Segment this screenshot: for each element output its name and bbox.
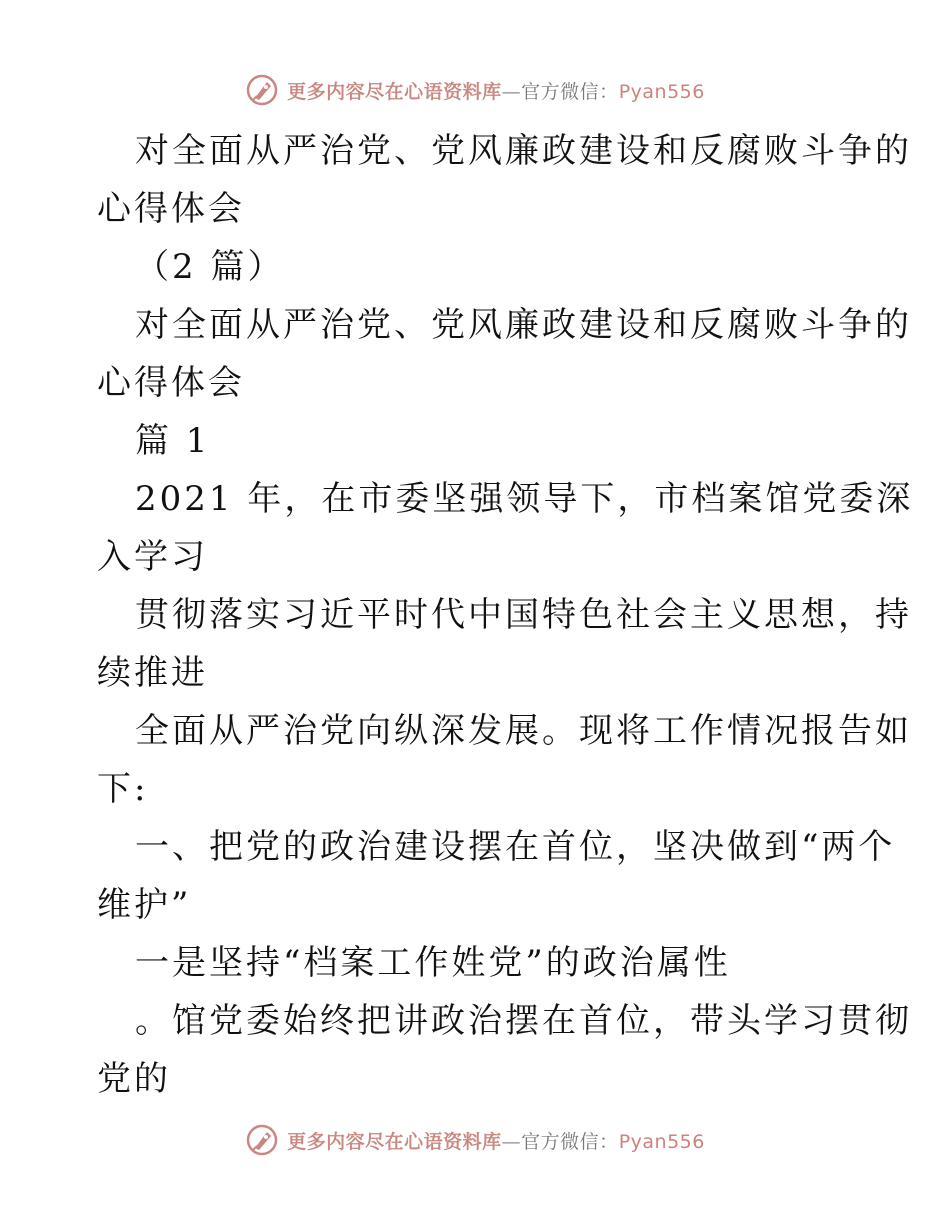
document-body	[97, 122, 914, 1108]
header-watermark-banner	[0, 70, 950, 110]
pen-nib-logo-icon	[245, 1123, 279, 1157]
header-banner-text	[287, 77, 705, 104]
paragraph-line: 党的	[97, 1059, 171, 1099]
paragraph-line: 入学习	[97, 537, 208, 577]
title-line-1: 对全面从严治党、党风廉政建设和反腐败斗争的	[135, 131, 912, 171]
footer-banner-text	[287, 1127, 705, 1154]
pen-nib-logo-icon	[245, 73, 279, 107]
section-title-line-2: 心得体会	[97, 363, 245, 403]
footer-banner-main: 更多内容尽在心语资料库	[287, 1130, 502, 1153]
section-heading: 一、把党的政治建设摆在首位，坚决做到“两个	[135, 827, 896, 867]
section-heading-cont: 维护”	[97, 885, 192, 925]
footer-watermark-banner	[0, 1120, 950, 1160]
header-wechat-id: Pyan556	[618, 80, 705, 103]
header-wechat-label: 官方微信：	[521, 80, 619, 103]
section-title-line-1: 对全面从严治党、党风廉政建设和反腐败斗争的	[135, 305, 912, 345]
header-banner-main: 更多内容尽在心语资料库	[287, 80, 502, 103]
title-line-2: 心得体会	[97, 189, 245, 229]
paragraph-line: 全面从严治党向纵深发展。现将工作情况报告如	[135, 711, 912, 751]
subtitle-count: （2 篇）	[135, 247, 285, 287]
footer-wechat-label: 官方微信：	[521, 1130, 619, 1153]
paragraph-line: 一是坚持“档案工作姓党”的政治属性	[135, 943, 731, 983]
paragraph-line: 续推进	[97, 653, 208, 693]
footer-wechat-id: Pyan556	[618, 1130, 705, 1153]
paragraph-line: 2021 年，在市委坚强领导下，市档案馆党委深	[135, 479, 914, 519]
footer-banner-separator: —	[501, 1130, 522, 1153]
header-banner-separator: —	[501, 80, 522, 103]
part-heading: 篇 1	[135, 421, 211, 461]
paragraph-line: 。馆党委始终把讲政治摆在首位，带头学习贯彻	[135, 1001, 912, 1041]
paragraph-line: 贯彻落实习近平时代中国特色社会主义思想，持	[135, 595, 912, 635]
paragraph-line: 下:	[97, 769, 149, 809]
